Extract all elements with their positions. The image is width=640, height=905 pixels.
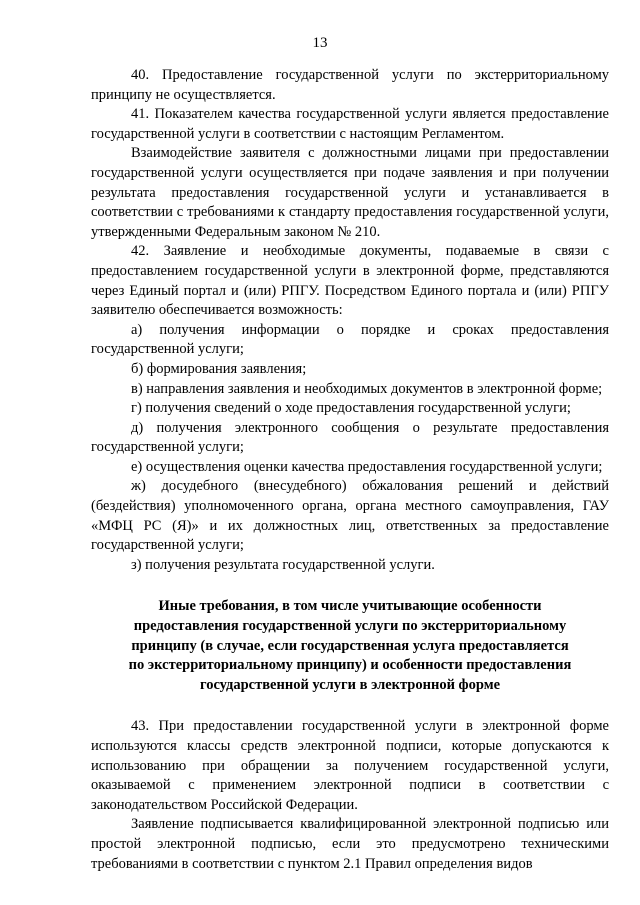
paragraph-41: 41. Показателем качества государственной услуги является предоставление государственной услуги в соответствии с настоящим Регламентом. (91, 106, 609, 142)
paragraph-40: 40. Предоставление государственной услуги по экстерриториальному принципу не осуществляется. (91, 67, 609, 103)
list-item-b: б) формирования заявления; (131, 360, 307, 377)
heading-line: по экстерриториальному принципу) и особенности предоставления (128, 657, 572, 674)
list-item-g: г) получения сведений о ходе предоставления государственной услуги; (131, 400, 571, 417)
paragraph-interaction: Взаимодействие заявителя с должностными лицами при предоставлении государственной услуги осуществляется при подаче заявления и при получении результата предоставления государственной услуги и устанавливается в соответствии с требованиями к стандарту предоставления государственной услуги, утвержденными Федеральным законом № 210. (91, 145, 609, 240)
list-item-v: в) направления заявления и необходимых документов в электронной форме; (131, 380, 603, 397)
heading-line: государственной услуги в электронной форме (199, 676, 501, 693)
section-heading (91, 597, 609, 695)
list-item-d: д) получения электронного сообщения о результате предоставления государственной услуги; (91, 419, 609, 456)
list-item-z: з) получения результата государственной услуги. (131, 556, 435, 573)
heading-line: Иные требования, в том числе учитывающие особенности (158, 598, 542, 615)
list-item-zh: ж) досудебного (внесудебного) обжалования решений и действий (бездействия) уполномоченного органа, органа местного самоуправления, ГАУ «МФЦ РС (Я)» и их должностных лиц, ответственных за предоставление государственной услуги; (91, 478, 609, 554)
document-body (91, 66, 609, 874)
paragraph-43: 43. При предоставлении государственной услуги в электронной форме используются классы средств электронной подписи, которые допускаются к использованию при обращении за получением государственной услуги, оказываемой с применением электронной подписи в соответствии с законодательством Российской Федерации. (91, 718, 609, 813)
list-item-a: а) получения информации о порядке и сроках предоставления государственной услуги; (91, 321, 609, 358)
page-number: 13 (312, 35, 328, 51)
list-item-e: е) осуществления оценки качества предоставления государственной услуги; (131, 458, 603, 475)
paragraph-42: 42. Заявление и необходимые документы, подаваемые в связи с предоставлением государственной услуги в электронной форме, представляются через Единый портал и (или) РПГУ. Посредством Единого портала и (или) РПГУ заявителю обеспечивается возможность: (91, 243, 609, 319)
paragraph-signature: Заявление подписывается квалифицированной электронной подписью или простой электронной подписью, если это предусмотрено техническими требованиями в соответствии с пунктом 2.1 Правил определения видов (91, 816, 609, 872)
heading-line: предоставления государственной услуги по экстерриториальному (133, 618, 567, 635)
heading-line: принципу (в случае, если государственная услуга предоставляется (131, 637, 569, 654)
